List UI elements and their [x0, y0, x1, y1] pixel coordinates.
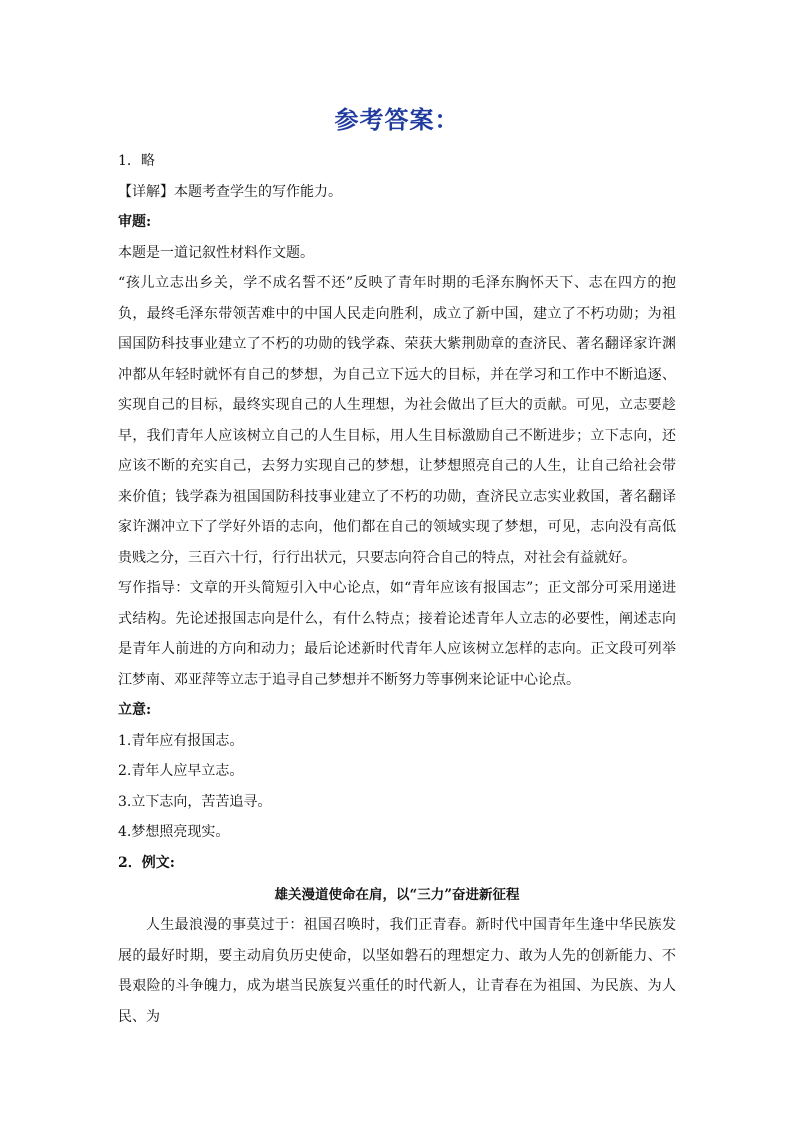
idea-item: 2.青年人应早立志。	[118, 763, 244, 779]
detail-label: 【详解】	[118, 183, 174, 200]
detail-text: 本题考查学生的写作能力。	[174, 183, 342, 200]
review-intro: 本题是一道记叙性材料作文题。	[118, 244, 314, 261]
idea-item: 3.立下志向，苦苦追寻。	[118, 793, 272, 810]
question-1-detail	[118, 177, 676, 208]
essay-title: 雄关漫道使命在肩，以“三力”奋进新征程	[274, 887, 520, 903]
ideas-heading: 立意:	[118, 702, 152, 718]
idea-item: 4.梦想照亮现实。	[118, 824, 230, 840]
question-1-number: 1．略	[118, 153, 155, 169]
essay-paragraph: 人生最浪漫的事莫过于：祖国召唤时，我们正青春。新时代中国青年生逢中华民族发展的最好时期，要主动肩负历史使命，以坚如磐石的理想定力、敢为人先的创新能力、不畏艰险的斗争魄力，成为堪当民族复兴重任的时代新人，让青春在为祖国、为民族、为人民、为	[118, 917, 676, 1025]
question-2-number: 2．例文:	[118, 854, 175, 871]
answer-page	[118, 98, 676, 1032]
writing-guidance: 写作指导：文章的开头简短引入中心论点，如“青年应该有报国志”；正文部分可采用递进式结构。先论述报国志向是什么，有什么特点；接着论述青年人立志的必要性，阐述志向是青年人前进的方向和动力；最后论述新时代青年人应该树立怎样的志向。正文段可列举江梦南、邓亚萍等立志于追寻自己梦想并不断努力等事例来论证中心论点。	[118, 580, 676, 688]
review-heading: 审题:	[118, 214, 152, 230]
page-title: 参考答案：	[334, 106, 460, 134]
idea-item: 1.青年应有报国志。	[118, 732, 244, 749]
review-analysis: “孩儿立志出乡关，学不成名誓不还”反映了青年时期的毛泽东胸怀天下、志在四方的抱负，最终毛泽东带领苦难中的中国人民走向胜利，成立了新中国，建立了不朽功勋；为祖国国防科技事业建立了不朽的功勋的钱学森、荣获大紫荆勋章的查济民、著名翻译家许渊冲都从年轻时就怀有自己的梦想，为自己立下远大的目标，并在学习和工作中不断追逐、实现自己的目标，最终实现自己的人生理想，为社会做出了巨大的贡献。可见，立志要趁早，我们青年人应该树立自己的人生目标，用人生目标激励自己不断进步；立下志向，还应该不断的充实自己，去努力实现自己的梦想，让梦想照亮自己的人生，让自己给社会带来价值；钱学森为祖国国防科技事业建立了不朽的功勋，查济民立志实业救国，著名翻译家许渊冲立下了学好外语的志向，他们都在自己的领域实现了梦想，可见，志向没有高低贵贱之分，三百六十行，行行出状元，只要志向符合自己的特点，对社会有益就好。	[118, 275, 676, 566]
